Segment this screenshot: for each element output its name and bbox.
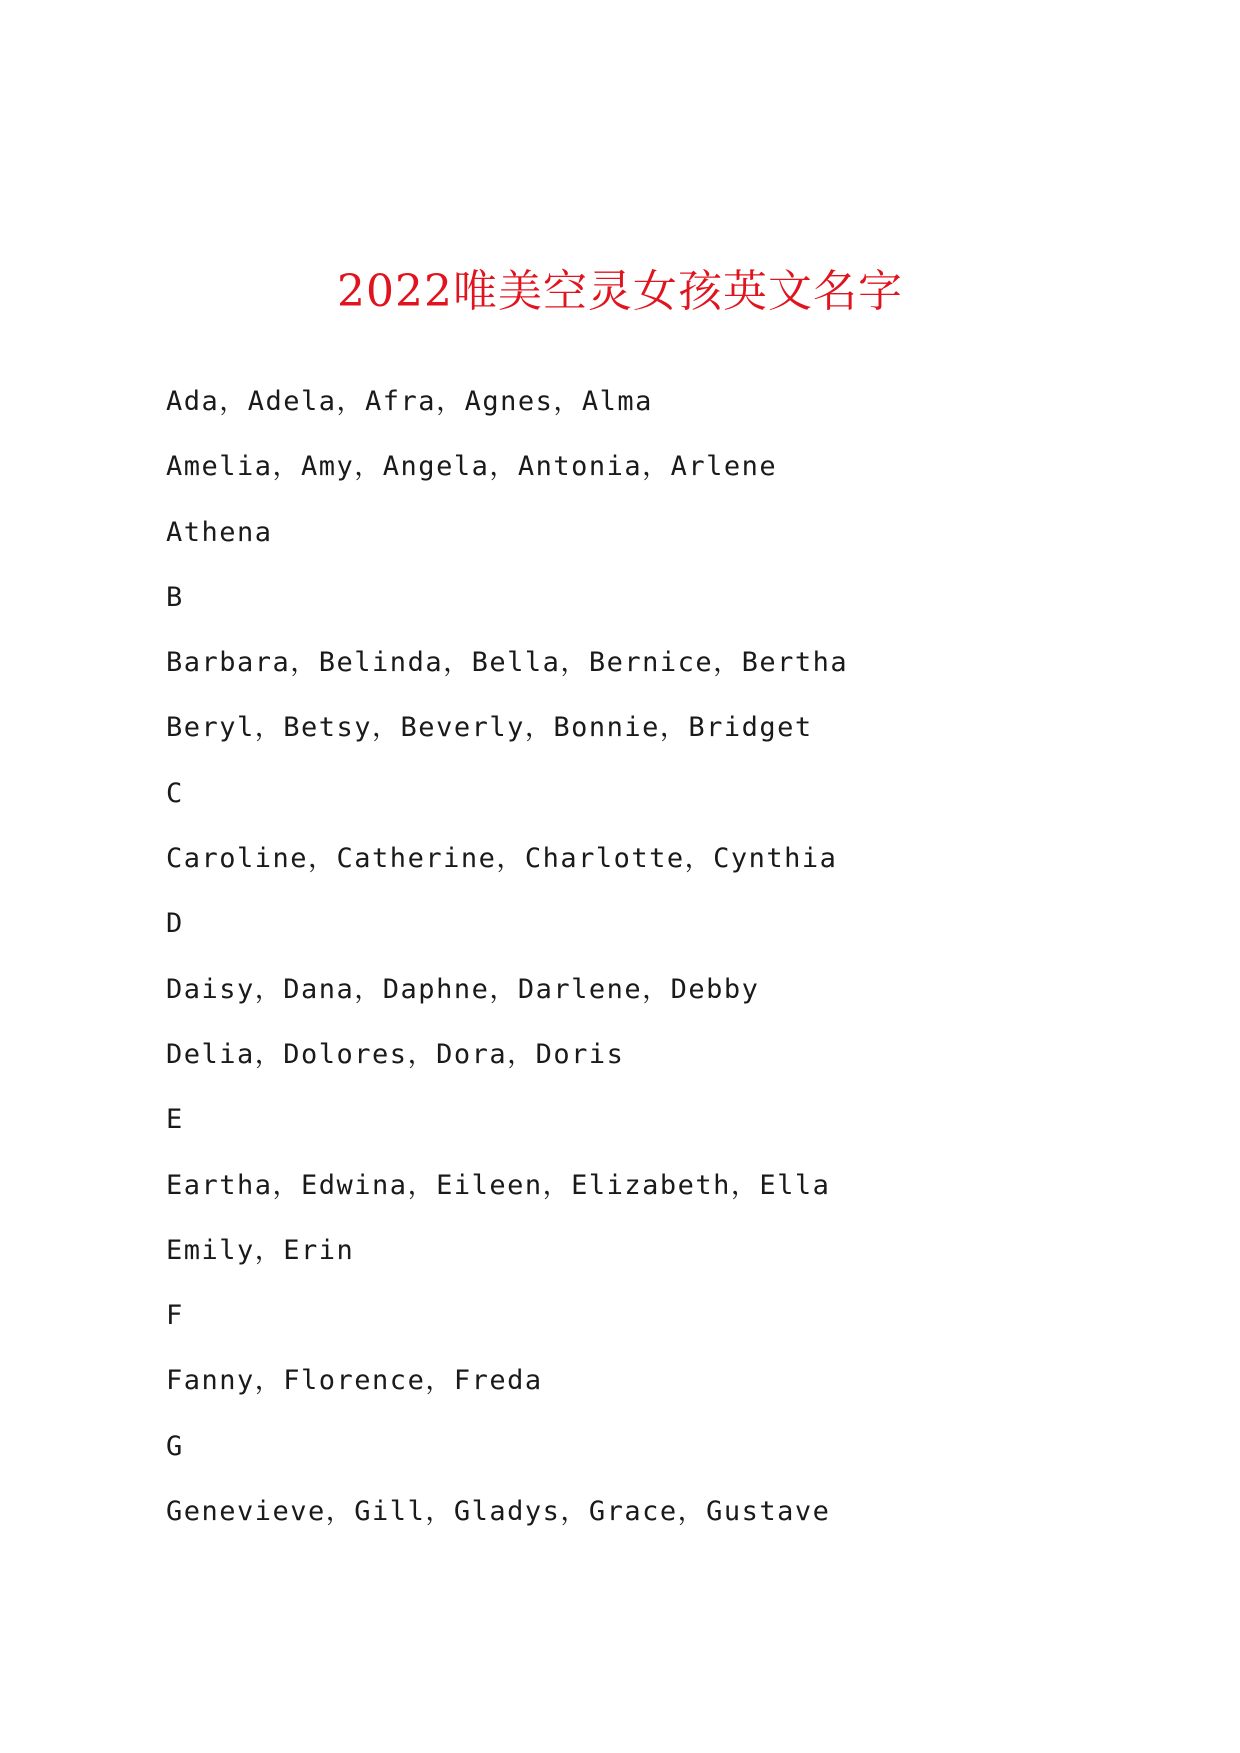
list-line: Fanny，Florence，Freda xyxy=(166,1365,543,1397)
list-line: Beryl，Betsy，Beverly，Bonnie，Bridget xyxy=(166,712,813,744)
section-letter: C xyxy=(166,777,184,809)
list-line: Daisy，Dana，Daphne，Darlene，Debby xyxy=(166,973,760,1005)
document-title: 2022唯美空灵女孩英文名字 xyxy=(337,266,903,317)
section-letter: G xyxy=(166,1430,184,1462)
list-line: Emily，Erin xyxy=(166,1234,355,1266)
list-line: Delia，Dolores，Dora，Doris xyxy=(166,1038,625,1070)
list-line: Ada，Adela，Afra，Agnes，Alma xyxy=(166,386,653,417)
list-line: Caroline，Catherine，Charlotte，Cynthia xyxy=(166,843,838,875)
list-line: Amelia，Amy，Angela，Antonia，Arlene xyxy=(166,451,778,483)
section-letter: D xyxy=(166,908,184,940)
list-line: Barbara，Belinda，Bella，Bernice，Bertha xyxy=(166,647,849,679)
section-letter: F xyxy=(166,1300,184,1332)
list-line: Athena xyxy=(166,516,273,548)
section-letter: B xyxy=(166,581,184,613)
section-letter: E xyxy=(166,1104,184,1136)
list-line: Eartha，Edwina，Eileen，Elizabeth，Ella xyxy=(166,1169,831,1201)
name-list xyxy=(166,378,848,1553)
list-line: Genevieve，Gill，Gladys，Grace，Gustave xyxy=(166,1496,831,1528)
